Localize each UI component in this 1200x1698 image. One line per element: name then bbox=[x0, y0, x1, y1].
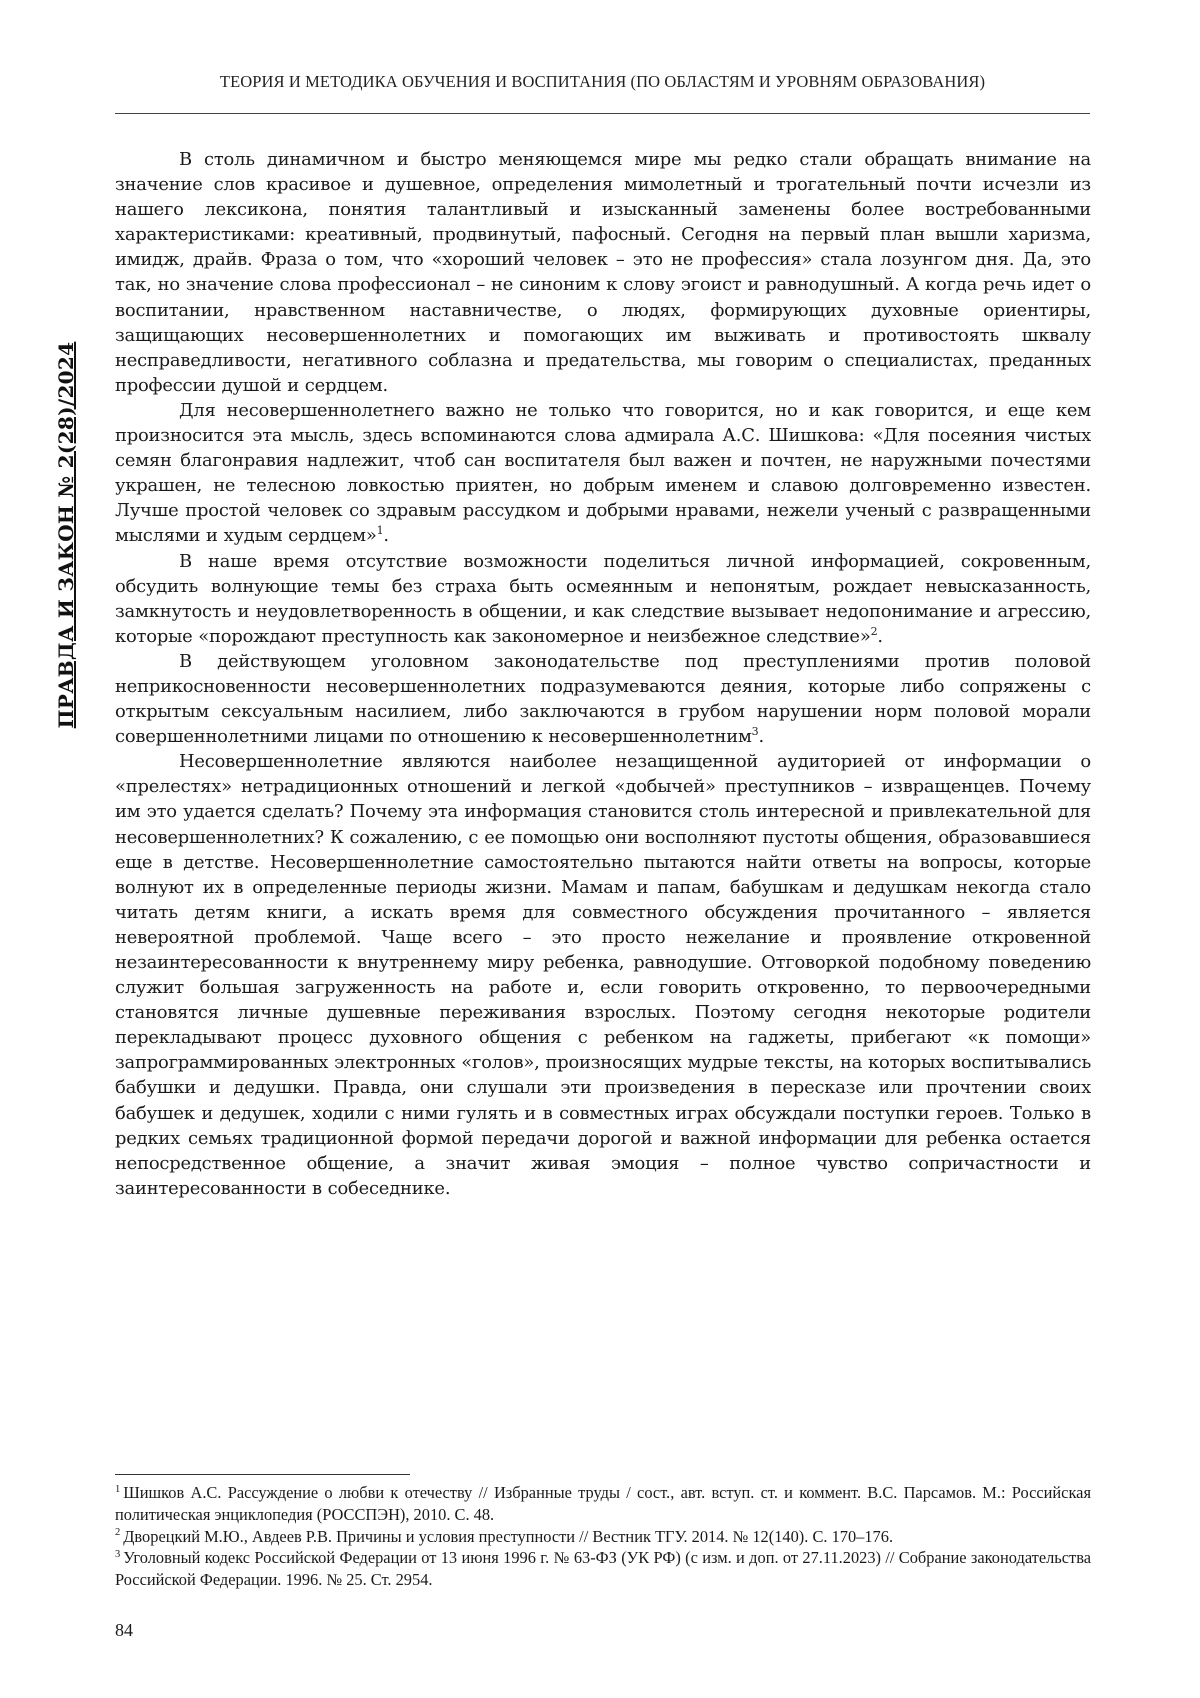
paragraph-3-text: В наше время отсутствие возможности поделиться личной информацией, сокровенным, обсудить волнующие темы без страха быть осмеянным и непонятым, рождает невысказанность, замкнутость и неудовлетворенность в общении, и как следствие вызывает недопонимание и агрессию, которые «порождают преступность как закономерное и неизбежное следствие» bbox=[115, 551, 1091, 647]
footnote-number: 2 bbox=[115, 1527, 120, 1538]
footnote-text: Дворецкий М.Ю., Авдеев Р.В. Причины и условия преступности // Вестник ТГУ. 2014. № 12(140). С. 170–176. bbox=[123, 1527, 893, 1546]
footnote-3 bbox=[115, 1547, 1091, 1591]
footnote-2 bbox=[115, 1526, 1091, 1548]
article-body bbox=[115, 147, 1091, 1201]
page-number: 84 bbox=[115, 1620, 133, 1641]
paragraph-1: В столь динамичном и быстро меняющемся мире мы редко стали обращать внимание на значение слов красивое и душевное, определения мимолетный и трогательный почти исчезли из нашего лексикона, понятия талантливый и изысканный заменены более востребованными характеристиками: креативный, продвинутый, пафосный. Сегодня на первый план вышли харизма, имидж, драйв. Фраза о том, что «хороший человек – это не профессия» стала лозунгом дня. Да, это так, но значение слова профессионал – не синоним к слову эгоист и равнодушный. А когда речь идет о воспитании, нравственном наставничестве, о людях, формирующих духовные ориентиры, защищающих несовершеннолетних и помогающих им выживать и противостоять шквалу несправедливости, негативного соблазна и предательства, мы говорим о специалистах, преданных профессии душой и сердцем. bbox=[115, 147, 1091, 398]
paragraph-5: Несовершеннолетние являются наиболее незащищенной аудиторией от информации о «прелестях» нетрадиционных отношений и легкой «добычей» преступников – извращенцев. Почему им это удается сделать? Почему эта информация становится столь интересной и привлекательной для несовершеннолетних? К сожалению, с ее помощью они восполняют пустоты общения, образовавшиеся еще в детстве. Несовершеннолетние самостоятельно пытаются найти ответы на вопросы, которые волнуют их в определенные периоды жизни. Мамам и папам, бабушкам и дедушкам некогда стало читать детям книги, а искать время для совместного обсуждения прочитанного – является невероятной проблемой. Чаще всего – это просто нежелание и проявление откровенной незаинтересованности к внутреннему миру ребенка, равнодушие. Отговоркой подобному поведению служит большая загруженность на работе и, если говорить откровенно, то первоочередными становятся личные душевные переживания взрослых. Поэтому сегодня некоторые родители перекладывают процесс духовного общения с ребенком на гаджеты, прибегают «к помощи» запрограммированных электронных «голов», произносящих мудрые тексты, на которых воспитывались бабушки и дедушки. Правда, они слушали эти произведения в пересказе или прочтении своих бабушек и дедушек, ходили с ними гулять и в совместных играх обсуждали поступки героев. Только в редких семьях традиционной формой передачи дорогой и важной информации для ребенка остается непосредственное общение, а значит живая эмоция – полное чувство сопричастности и заинтересованности в собеседнике. bbox=[115, 749, 1091, 1201]
paragraph-2-text: Для несовершеннолетнего важно не только что говорится, но и как говорится, и еще кем произносится эта мысль, здесь вспоминаются слова адмирала А.С. Шишкова: «Для посеяния чистых семян благонравия надлежит, чтоб сан воспитателя был важен и почтен, не наружными почестями украшен, не телесною ловкостью приятен, но добрым именем и славою долговременно известен. Лучше простой человек со здравым рассудком и добрыми нравами, нежели ученый с развращенными мыслями и худым сердцем» bbox=[115, 400, 1091, 546]
journal-side-label: ПРАВДА И ЗАКОН № 2(28)/2024 bbox=[49, 340, 83, 730]
paragraph-4-end: . bbox=[758, 726, 764, 747]
running-header: ТЕОРИЯ И МЕТОДИКА ОБУЧЕНИЯ И ВОСПИТАНИЯ (ПО ОБЛАСТЯМ И УРОВНЯМ ОБРАЗОВАНИЯ) bbox=[115, 72, 1090, 92]
footnote-ref-1[interactable]: 1 bbox=[377, 524, 384, 537]
header-divider bbox=[115, 113, 1090, 114]
footnote-divider bbox=[115, 1474, 410, 1475]
paragraph-4-text: В действующем уголовном законодательстве под преступлениями против половой неприкосновенности несовершеннолетних подразумеваются деяния, которые либо сопряжены с открытым сексуальным насилием, либо заключаются в грубом нарушении норм половой морали совершеннолетними лицами по отношению к несовершеннолетним bbox=[115, 651, 1091, 747]
footnotes bbox=[115, 1482, 1091, 1591]
footnote-1 bbox=[115, 1482, 1091, 1526]
footnote-number: 1 bbox=[115, 1484, 120, 1495]
footnote-number: 3 bbox=[115, 1549, 120, 1560]
footnote-ref-3[interactable]: 3 bbox=[752, 725, 759, 738]
paragraph-2-end: . bbox=[383, 525, 389, 546]
paragraph-2 bbox=[115, 398, 1091, 549]
footnote-ref-2[interactable]: 2 bbox=[871, 625, 878, 638]
paragraph-3 bbox=[115, 549, 1091, 649]
footnote-text: Уголовный кодекс Российской Федерации от 13 июня 1996 г. № 63-ФЗ (УК РФ) (с изм. и доп. от 27.11.2023) // Собрание законодательства Российской Федерации. 1996. № 25. Ст. 2954. bbox=[115, 1548, 1091, 1589]
paragraph-4 bbox=[115, 649, 1091, 749]
paragraph-3-end: . bbox=[877, 626, 883, 647]
footnote-text: Шишков А.С. Рассуждение о любви к отечеству // Избранные труды / сост., авт. вступ. ст. и коммент. В.С. Парсамов. М.: Российская политическая энциклопедия (РОССПЭН), 2010. С. 48. bbox=[115, 1483, 1091, 1524]
